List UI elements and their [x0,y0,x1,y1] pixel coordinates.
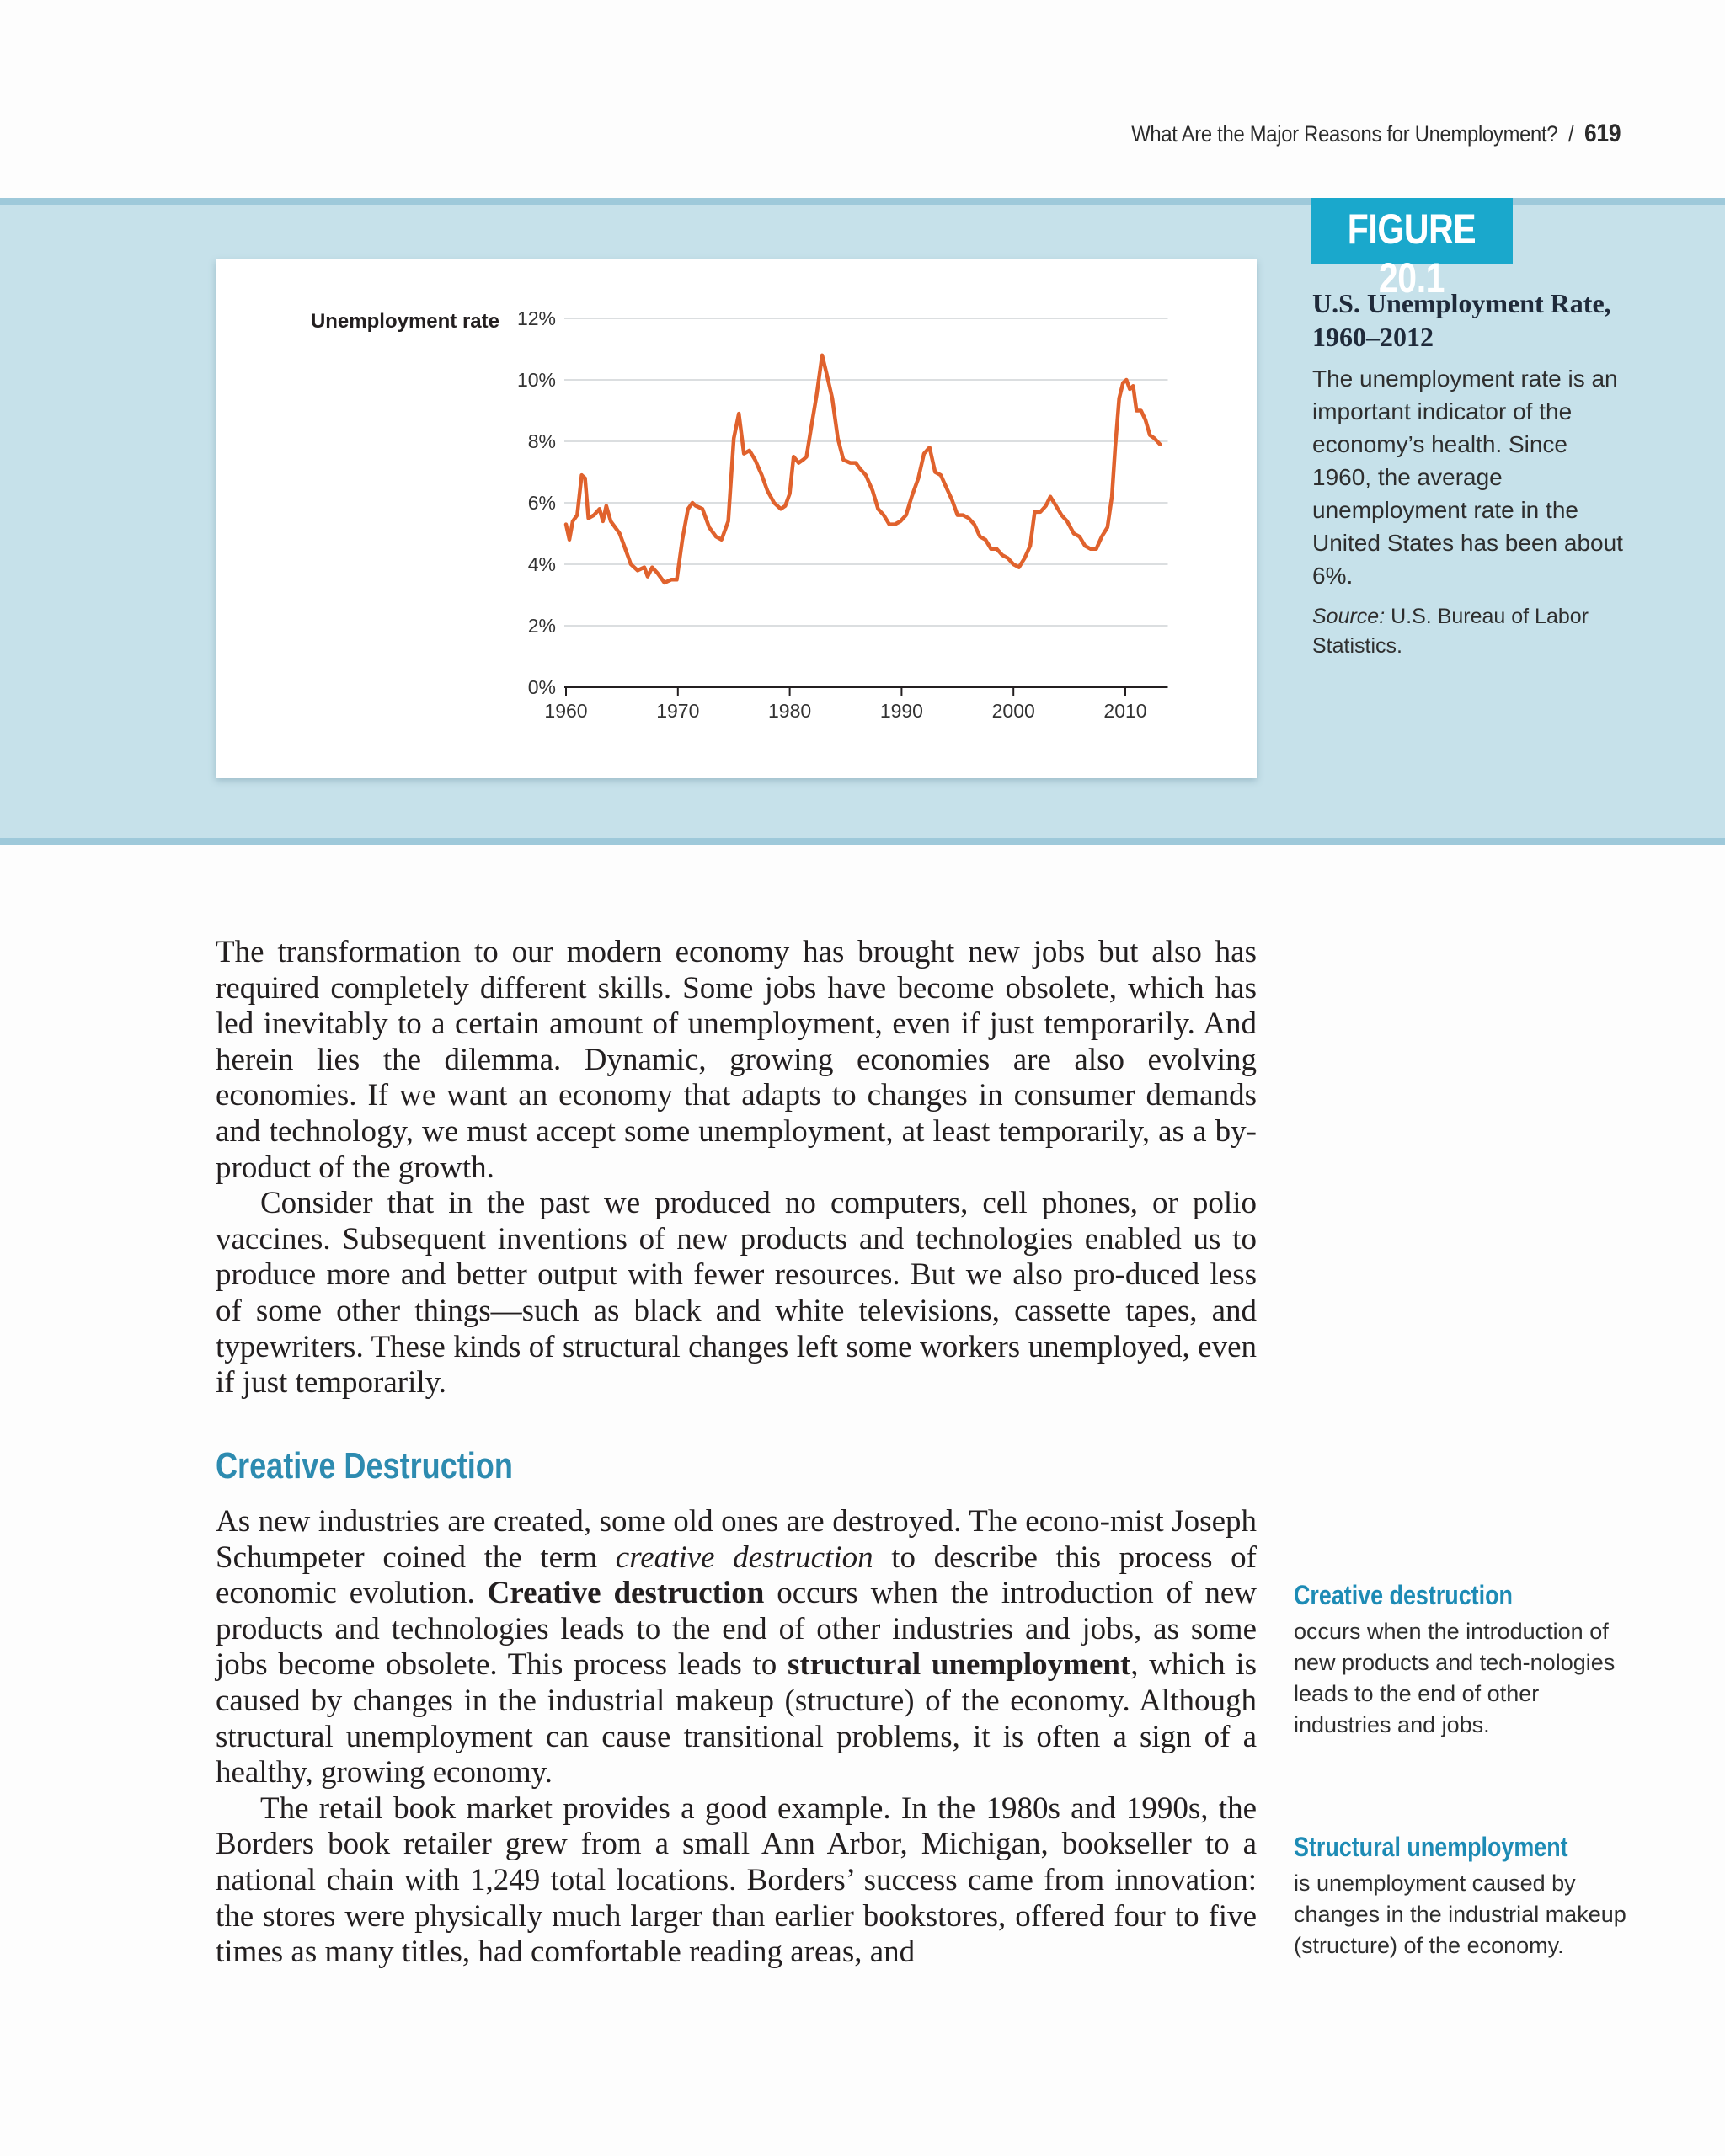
margin-note-creative-destruction [1294,1580,1631,1741]
figure-tag: FIGURE 20.1 [1311,198,1513,264]
figure-source [1312,602,1632,661]
x-tick-label: 2010 [1103,700,1147,722]
figure-title: U.S. Unemployment Rate, 1960–2012 [1312,288,1611,352]
figure-caption [1312,286,1632,661]
figure-description: The unemployment rate is an important indicator of the economy’s health. Since 1960, the average unemployment rate in the United States has been about 6%. [1312,366,1623,589]
axis-layer [564,687,1167,696]
term-structural-unemployment: structural unemployment [787,1647,1131,1683]
y-tick-label: 10% [516,369,556,391]
x-tick-label: 1970 [656,700,700,722]
section-heading: Creative Destruction [216,1445,513,1486]
y-tick-label: 6% [527,492,556,514]
y-tick-labels [517,307,556,698]
running-separator: / [1567,121,1574,147]
margin-note-structural-unemployment [1294,1832,1631,1961]
body-text-lower [216,1504,1257,1971]
y-tick-label: 8% [527,430,556,452]
y-axis-title: Unemployment rate [310,310,499,333]
margin-note-term: Structural unemployment [1294,1832,1568,1862]
margin-note-term: Creative destruction [1294,1580,1513,1610]
term-italic: creative destruction [615,1540,873,1575]
page-number: 619 [1583,120,1621,147]
y-tick-label: 4% [527,553,556,575]
paragraph-1: The transformation to our modern economy has brought new jobs but also has required completely different skills. Some jobs have become obsolete, which has led inevitably to a certain amount of unemployment, even if just temporarily. And herein lies the dilemma. Dynamic, growing economies are also evolving economies. If we want an economy that adapts to changes in consumer demands and technology, we must accept some unemployment, at least temporarily, as a by-product of the growth. [216,935,1257,1185]
paragraph-3: As new industries are created, some old ones are destroyed. The econo-mist Joseph Schumpeter coined the term creative destruction to describe this process of economic evolution. Creative destruction occurs when the introduction of new products and technologies leads to the end of other industries and jobs, as some jobs become obsolete. This process leads to structural unemployment, which is caused by changes in the industrial makeup (structure) of the economy. Although structural unemployment can cause transitional problems, it is often a sign of a healthy, growing economy. [216,1504,1258,1790]
body-text-upper [216,935,1257,1401]
running-head [1131,120,1621,148]
series-line-unemployment [566,355,1160,583]
margin-note-definition: occurs when the introduction of new products and tech-nologies leads to the end of other industries and jobs. [1294,1619,1616,1737]
source-label: Source: [1312,605,1386,628]
paragraph-2: Consider that in the past we produced no computers, cell phones, or polio vaccines. Subsequent inventions of new products and technologies enabled us to produce more and better output with fewer resources. But we also pro-duced less of some other things—such as black and white televisions, cassette tapes, and typewriters. These kinds of structural changes left some workers unemployed, even if just temporarily. [216,1186,1257,1401]
margin-note-definition: is unemployment caused by changes in the industrial makeup (structure) of the economy. [1294,1870,1626,1958]
x-tick-label: 1960 [544,700,588,722]
unemployment-line-chart [216,259,1257,778]
running-title: What Are the Major Reasons for Unemployment? [1130,121,1558,147]
x-tick-label: 1980 [768,700,812,722]
term-creative-destruction: Creative destruction [487,1576,765,1611]
x-tick-label: 2000 [991,700,1035,722]
y-tick-label: 12% [516,307,556,329]
source-text: U.S. Bureau of Labor Statistics. [1312,605,1589,658]
y-tick-label: 2% [527,615,556,637]
series-layer [566,355,1160,583]
chart-card [216,259,1257,778]
x-tick-labels [544,700,1146,722]
y-tick-label: 0% [527,676,556,698]
paragraph-4: The retail book market provides a good example. In the 1980s and 1990s, the Borders book retailer grew from a small Ann Arbor, Michigan, bookseller to a national chain with 1,249 total locations. Borders’ success came from innovation: the stores were physically much larger than earlier bookstores, offered four to five times as many titles, had comfortable reading areas, and [216,1790,1257,1970]
grid-layer [564,318,1167,626]
x-tick-label: 1990 [879,700,923,722]
